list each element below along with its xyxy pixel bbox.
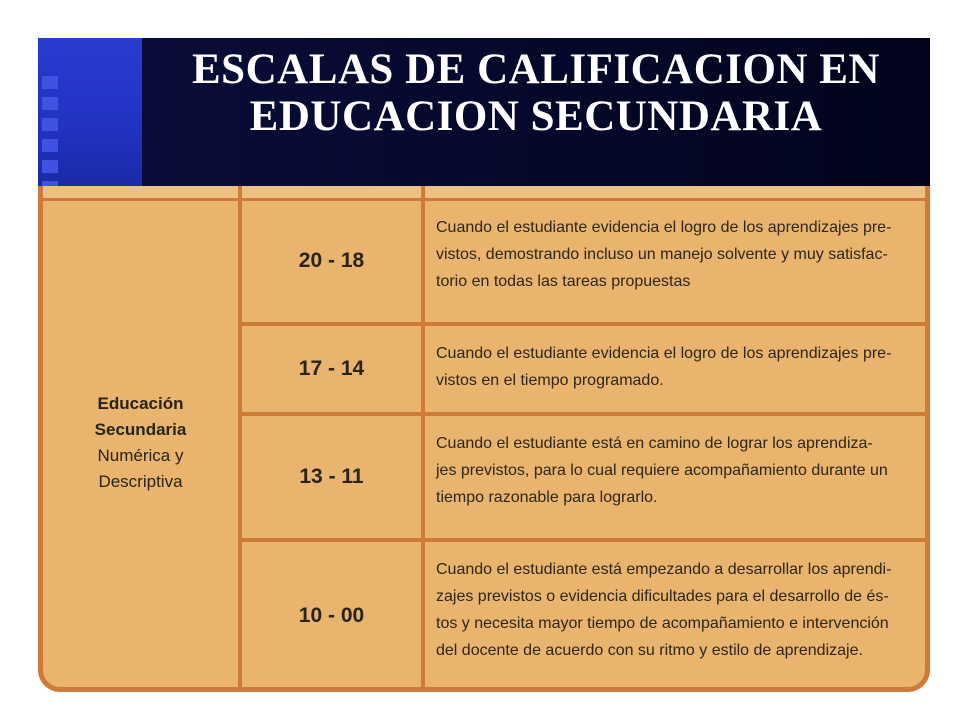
grade-range-cell: 20 - 18: [298, 249, 365, 272]
description-line: vistos, demostrando incluso un manejo solvente y muy satisfac-: [436, 246, 888, 263]
slide-title-line-2: EDUCACION SECUNDARIA: [249, 93, 823, 140]
category-cell: [43, 391, 238, 495]
category-line: Descriptiva: [98, 472, 183, 491]
decorative-square: [42, 76, 58, 89]
slide-title: [142, 46, 930, 140]
grade-range-cell: 17 - 14: [298, 357, 365, 380]
description-cell: [436, 430, 914, 511]
header-accent-block: [38, 38, 142, 186]
category-line: Secundaria: [94, 420, 187, 439]
description-line: Cuando el estudiante está empezando a desarrollar los aprendi-: [436, 561, 892, 578]
decorative-square: [42, 139, 58, 152]
description-line: jes previstos, para lo cual requiere acompañamiento durante un: [436, 462, 888, 479]
slide-title-line-1: ESCALAS DE CALIFICACION EN: [192, 46, 880, 93]
description-line: tiempo razonable para lograrlo.: [436, 489, 658, 506]
description-line: Cuando el estudiante está en camino de lograr los aprendiza-: [436, 435, 873, 452]
description-cell: [436, 556, 914, 664]
category-line: Numérica y: [97, 446, 184, 465]
description-line: zajes previstos o evidencia dificultades para el desarrollo de és-: [436, 588, 889, 605]
description-line: del docente de acuerdo con su ritmo y estilo de aprendizaje.: [436, 642, 863, 659]
description-line: torio en todas las tareas propuestas: [436, 273, 691, 290]
table-top-divider: [43, 198, 925, 201]
description-line: vistos en el tiempo programado.: [436, 372, 664, 389]
slide-header: [38, 38, 930, 186]
decorative-square: [42, 160, 58, 173]
description-line: tos y necesita mayor tiempo de acompañamiento e intervención: [436, 615, 889, 632]
category-line: Educación: [97, 394, 184, 413]
description-line: Cuando el estudiante evidencia el logro de los aprendizajes pre-: [436, 219, 892, 236]
description-cell: [436, 340, 914, 394]
description-cell: [436, 214, 914, 295]
grading-scale-table: [38, 186, 930, 692]
grade-range-cell: 13 - 11: [299, 465, 364, 488]
description-line: Cuando el estudiante evidencia el logro de los aprendizajes pre-: [436, 345, 892, 362]
grade-range-cell: 10 - 00: [298, 604, 365, 627]
column-divider: [421, 186, 425, 687]
decorative-square: [42, 97, 58, 110]
decorative-square: [42, 118, 58, 131]
